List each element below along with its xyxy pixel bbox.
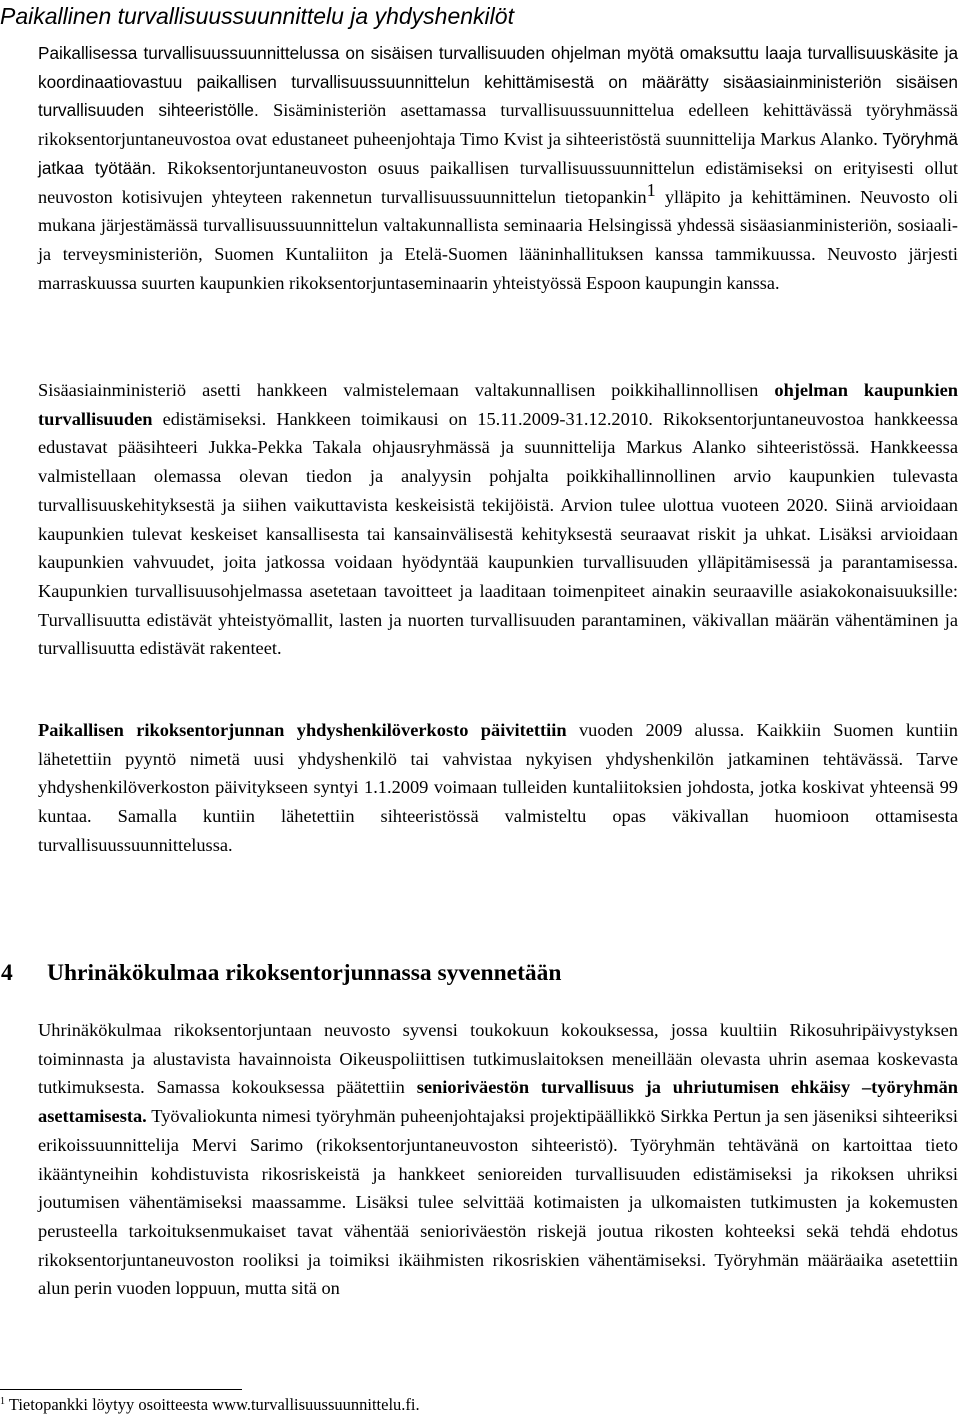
section-heading-4 xyxy=(0,958,960,988)
section-number: 4 xyxy=(1,960,13,986)
para1-serif-d: ylläpito ja kehittäminen. Neuvosto oli mukana järjestämässä turvallisuussuunnittelun valtakunnallista seminaaria Helsingissä yhdessä sisäasianministeriön, sosiaali- ja terveysministeriön, Suomen Kuntaliiton ja Etelä-Suomen lääninhallituksen kanssa tammikuussa. Neuvosto järjesti marraskuussa suurten kaupunkien rikoksentorjuntaseminaarin yhteistyössä Espoon kaupungin kanssa. xyxy=(38,186,958,293)
para1-serif-c: Rikoksentorjuntaneuvoston osuus paikallisen turvallisuussuunnittelun edistämiseksi on erityisesti ollut neuvoston kotisivujen yhteyteen rakennetun turvallisuussuunnittelun tietopankin xyxy=(38,157,958,207)
para4-lead: Uhrinäkökulmaa rikoksentorjuntaan neuvosto syvensi toukokuun kokouksessa, jossa kuultiin Rikosuhripäivystyksen toiminnasta ja alustavista havainnoista Oikeuspoliittisen tutkimuslaitoksen meneillään olevasta uhrin asemaa koskevasta tutkimuksesta. Samassa kokouksessa päätettiin xyxy=(38,1020,958,1098)
para1-serif-a: Sisäministeriön asettamassa turvallisuussuunnittelua edelleen kehittävässä työryhmässä rikoksentorjuntaneuvostoa ovat edustaneet puheenjohtaja Timo Kvist ja sihteeristöstä suunnittelija Markus Alanko. xyxy=(38,100,958,150)
paragraph-local-planning xyxy=(38,39,958,297)
para3-rest: vuoden 2009 alussa. Kaikkiin Suomen kuntiin lähetettiin pyyntö nimetä uusi yhdyshenkilö tai vahvistaa nykyisen yhdyshenkilön jatkaminen tehtävässä. Tarve yhdyshenkilöverkoston päivitykseen syntyi 1.1.2009 voimaan tulleiden kuntaliitoksien johdosta, jotka koskivat yhteensä 99 kuntaa. Samalla kuntiin lähetettiin sihteeristössä valmisteltu opas väkivallan huomioon ottamisesta turvallisuussuunnittelussa. xyxy=(38,720,958,855)
para4-rest: Työvaliokunta nimesi työryhmän puheenjohtajaksi projektipäällikkö Sirkka Pertun ja sen jäseniksi sihteeriksi erikoissuunnittelija Mervi Sarimo (rikoksentorjuntaneuvoston sihteeristö). Työryhmän tehtävänä on kartoittaa tieto ikääntyneihin kohdistuvista rikosriskeistä ja hankkeet senioreiden turvallisuuden edistämiseksi ja rikoksen uhriksi joutumisen vähentämiseksi maassamme. Lisäksi tulee selvittää kotimaisten ja ulkomaisten tutkimusten ja kokemusten perusteella tarkoituksenmukaiset tavat vähentää senioriväestön riskejä joutua rikosten kohteeksi sekä tehdä ehdotus rikoksentorjuntaneuvoston rooliksi ja toimiksi ikäihmisten rikosriskien vähentämiseksi. Työryhmän määräaika asetettiin alun perin vuoden loppuun, mutta sitä on xyxy=(38,1106,959,1299)
paragraph-city-safety-program xyxy=(38,376,958,663)
para3-bold-network: Paikallisen rikoksentorjunnan yhdyshenkilöverkosto päivitettiin xyxy=(38,720,567,740)
footnote-reference: 1 xyxy=(646,179,656,200)
para2-rest: edistämiseksi. Hankkeen toimikausi on 15.11.2009-31.12.2010. Rikoksentorjuntaneuvostoa hankkeessa edustavat pääsihteeri Jukka-Pekka Takala ohjausryhmässä ja suunnittelija Markus Alanko sihteeristössä. Hankkeessa valmistellaan olemassa olevan tiedon ja analyysin pohjalta poikkihallinnollinen arvio kaupunkien tulevasta turvallisuuskehityksestä ja siihen vaikuttavista keskeisistä tekijöistä. Arvion tulee ulottua vuoteen 2020. Siinä arvioidaan kaupunkien tulevat keskeiset kansallisesta tai kansainvälisestä kehityksestä seuraavat riskit ja uhkat. Lisäksi arvioidaan kaupunkien vahvuudet, joita jatkossa voidaan hyödyntää kaupunkien turvallisuuden ylläpitämisessä ja parantamisessa. Kaupunkien turvallisuusohjelmassa asetetaan tavoitteet ja laaditaan toimenpiteet ainakin seuraaville asiakokonaisuuksille: Turvallisuutta edistävät yhteistyömallit, lasten ja nuorten turvallisuuden parantaminen, väkivallan määrän vähentäminen ja turvallisuutta edistävät rakenteet. xyxy=(38,408,958,659)
section-title: Uhrinäkökulmaa rikoksentorjunnassa syvennetään xyxy=(47,960,562,986)
footnote xyxy=(0,1394,420,1416)
footnote-divider xyxy=(0,1389,242,1390)
para2-bold-program: ohjelman kaupunkien turvallisuuden xyxy=(38,380,958,429)
para1-sans-b: Työryhmä jatkaa työtään. xyxy=(38,129,958,178)
para2-lead: Sisäasiainministeriö asetti hankkeen valmistelemaan valtakunnallisen poikkihallinnollisen xyxy=(38,380,759,400)
paragraph-victim-perspective xyxy=(38,1016,958,1303)
footnote-marker: 1 xyxy=(0,1396,5,1407)
para1-sans-text: Paikallisessa turvallisuussuunnittelussa on sisäisen turvallisuuden ohjelman myötä omaksuttu laaja turvallisuuskäsite ja koordinaatiovastuu paikallisen turvallisuussuunnittelun kehittämisestä on määrätty sisäasiainministeriön sisäisen turvallisuuden sihteeristölle. xyxy=(38,43,958,121)
para4-bold-workgroup: senioriväestön turvallisuus ja uhriutumisen ehkäisy –työryhmän asettamisesta. xyxy=(38,1077,958,1127)
heading-local-safety-planning: Paikallinen turvallisuussuunnittelu ja yhdyshenkilöt xyxy=(0,3,514,29)
footnote-text: Tietopankki löytyy osoitteesta www.turvallisuussuunnittelu.fi. xyxy=(8,1395,420,1414)
paragraph-contact-network xyxy=(38,716,958,860)
